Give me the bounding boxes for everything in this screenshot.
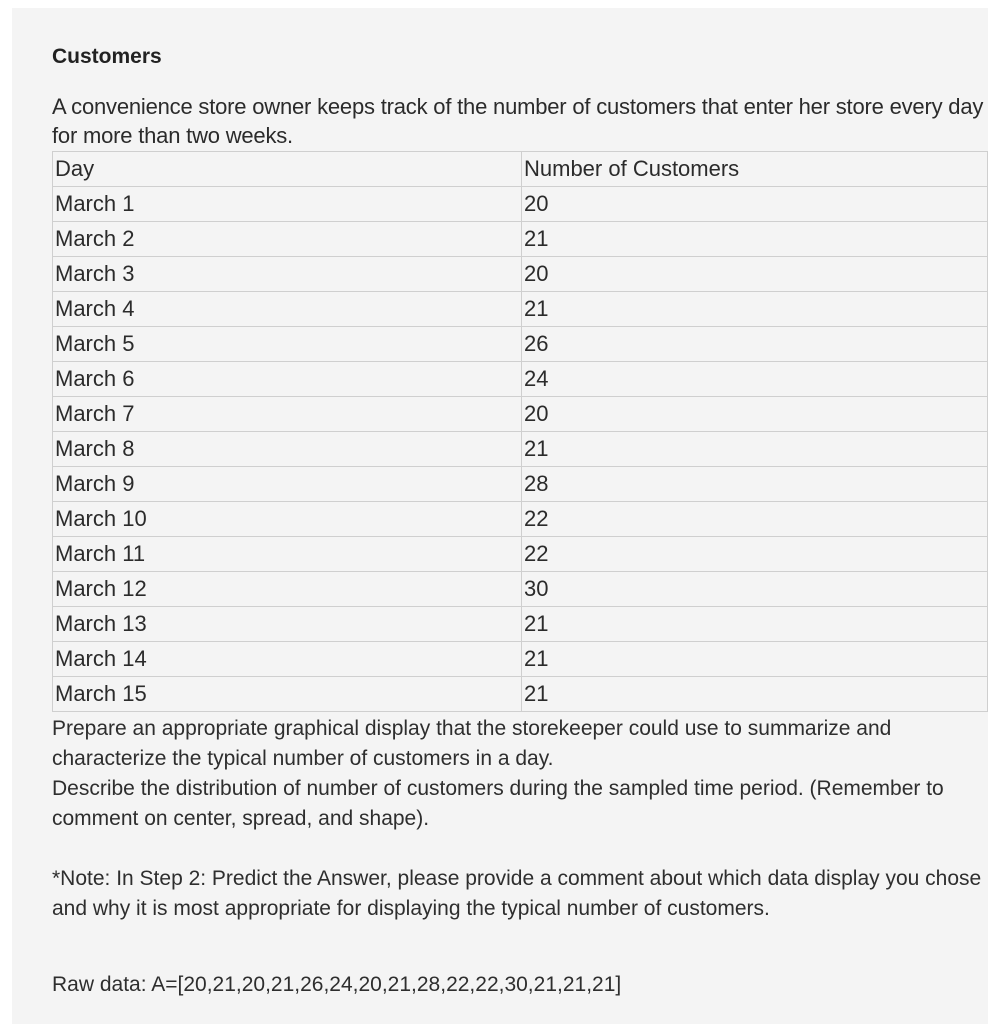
table-header-row (53, 152, 988, 187)
table-row (53, 467, 988, 502)
day-cell: March 8 (53, 432, 522, 467)
table-row (53, 537, 988, 572)
table-row (53, 572, 988, 607)
day-cell: March 9 (53, 467, 522, 502)
customer-count-cell: 21 (522, 642, 988, 677)
document-title: Customers (52, 45, 162, 68)
day-cell: March 14 (53, 642, 522, 677)
left-margin-bar (0, 0, 12, 1024)
instructions-paragraph (52, 714, 988, 834)
table-row (53, 362, 988, 397)
table-row (53, 502, 988, 537)
instruction-display: Prepare an appropriate graphical display that the storekeeper could use to summarize and characterize the typical number of customers in a day. (52, 717, 892, 770)
customer-count-cell: 30 (522, 572, 988, 607)
customer-count-cell: 20 (522, 397, 988, 432)
day-cell: March 1 (53, 187, 522, 222)
day-cell: March 2 (53, 222, 522, 257)
customers-table (52, 151, 988, 712)
customer-count-cell: 21 (522, 432, 988, 467)
customer-count-cell: 22 (522, 502, 988, 537)
day-cell: March 12 (53, 572, 522, 607)
table-row (53, 292, 988, 327)
day-cell: March 10 (53, 502, 522, 537)
table-row (53, 642, 988, 677)
day-cell: March 3 (53, 257, 522, 292)
customer-count-cell: 20 (522, 187, 988, 222)
customer-count-cell: 21 (522, 222, 988, 257)
customer-count-cell: 24 (522, 362, 988, 397)
day-cell: March 4 (53, 292, 522, 327)
note-paragraph: *Note: In Step 2: Predict the Answer, please provide a comment about which data display you chose and why it is most appropriate for displaying the typical number of customers. (52, 867, 982, 920)
table-row (53, 397, 988, 432)
day-cell: March 6 (53, 362, 522, 397)
day-cell: March 13 (53, 607, 522, 642)
customer-count-cell: 22 (522, 537, 988, 572)
customer-count-cell: 21 (522, 292, 988, 327)
intro-paragraph: A convenience store owner keeps track of the number of customers that enter her store every day for more than two weeks. (52, 94, 984, 148)
instruction-describe: Describe the distribution of number of customers during the sampled time period. (Remember to comment on center, spread, and shape). (52, 777, 944, 830)
table-row (53, 187, 988, 222)
table-row (53, 607, 988, 642)
table-row (53, 677, 988, 712)
header-number-of-customers: Number of Customers (522, 152, 988, 187)
day-cell: March 7 (53, 397, 522, 432)
day-cell: March 11 (53, 537, 522, 572)
day-cell: March 15 (53, 677, 522, 712)
customer-count-cell: 20 (522, 257, 988, 292)
table-row (53, 327, 988, 362)
table-row (53, 432, 988, 467)
document-content (52, 40, 988, 1000)
raw-data-line: Raw data: A=[20,21,20,21,26,24,20,21,28,22,22,30,21,21,21] (52, 973, 622, 996)
customer-count-cell: 21 (522, 677, 988, 712)
table-row (53, 257, 988, 292)
customer-count-cell: 28 (522, 467, 988, 502)
customer-count-cell: 26 (522, 327, 988, 362)
customer-count-cell: 21 (522, 607, 988, 642)
day-cell: March 5 (53, 327, 522, 362)
table-row (53, 222, 988, 257)
header-day: Day (53, 152, 522, 187)
